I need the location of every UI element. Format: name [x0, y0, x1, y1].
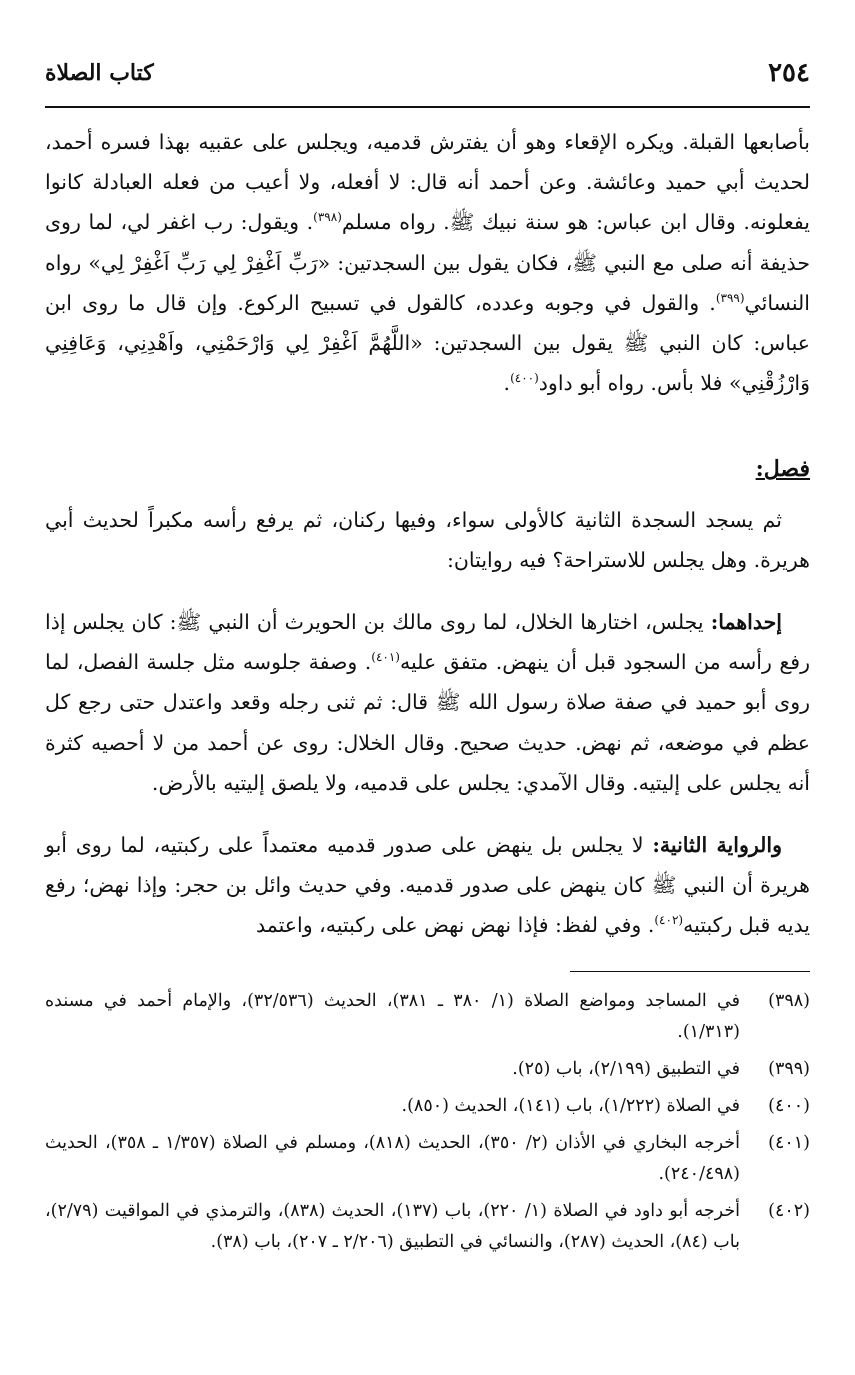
section-heading: فصل:	[755, 456, 810, 483]
footnote	[45, 1196, 810, 1258]
footnote	[45, 1091, 810, 1122]
footnote	[45, 1054, 810, 1085]
second-narration-label: والرواية الثانية:	[652, 833, 783, 858]
footnote-number: (٤٠٢)	[768, 1201, 810, 1221]
footnote-ref-401[interactable]: (٤٠١)	[371, 650, 400, 665]
footnote-ref-399[interactable]: (٣٩٩)	[715, 290, 745, 305]
footnotes	[45, 986, 810, 1264]
footnote-number: (٤٠٠)	[768, 1096, 810, 1116]
footnote-rule	[570, 971, 810, 972]
footnote-number: (٣٩٨)	[768, 991, 810, 1011]
footnote-number: (٤٠١)	[768, 1133, 810, 1153]
footnote-text: في المساجد ومواضع الصلاة (١/ ٣٨٠ ـ ٣٨١)، الحديث (٣٢/٥٣٦)، والإمام أحمد في مسنده (١/٣١٣).	[45, 991, 740, 1042]
page-header	[45, 58, 810, 102]
footnote-text: في الصلاة (١/٢٢٢)، باب (١٤١)، الحديث (٨٥٠).	[401, 1096, 740, 1116]
footnote-ref-398[interactable]: (٣٩٨)	[313, 210, 342, 225]
footnote-ref-402[interactable]: (٤٠٢)	[654, 913, 684, 928]
first-narration-label: إحداهما:	[710, 610, 782, 635]
paragraph-1: بأصابعها القبلة. ويكره الإقعاء وهو أن يفترش قدميه، ويجلس على عقبيه بهذا فسره أحمد، لحديث أبي حميد وعائشة. وعن أحمد أنه قال: لا أفعله، ولا أعيب من فعله العبادلة كانوا يفعلونه. وقال ابن عباس: هو سنة نبيك ﷺ. رواه مسلم$^{(٣٩٨)}$. ويقول: رب اغفر لي، لما روى حذيفة أنه صلى مع النبي ﷺ، فكان يقول بين السجدتين: «رَبِّ اَغْفِرْ لِي رَبِّ اَغْفِرْ لِي» رواه النسائي$^{(٣٩٩)}$. والقول في وجوبه وعدده، كالقول في تسبيح الركوع. وإن قال ما روى ابن عباس: كان النبي ﷺ يقول بين السجدتين: «اللَّهُمَّ اَغْفِرْ لِي وَارْحَمْنِي، واَهْدِنِي، وَعَافِنِي وَارْزُقْنِي» فلا بأس. رواه أبو داود$^{(٤٠٠)}$.	[45, 130, 810, 396]
body-text	[45, 122, 810, 946]
footnote-number: (٣٩٩)	[768, 1059, 810, 1079]
paragraph-4: والرواية الثانية: لا يجلس بل ينهض على صدور قدميه معتمداً على ركبتيه، لما روى أبو هريرة أن النبي ﷺ كان ينهض على صدور قدميه. وفي حديث وائل بن حجر: وإذا نهض؛ رفع يديه قبل ركبتيه$^{(٤٠٢)}$. وفي لفظ: فإذا نهض نهض على ركبتيه، واعتمد	[45, 833, 810, 938]
footnote	[45, 1128, 810, 1190]
paragraph-3: إحداهما: يجلس، اختارها الخلال، لما روى مالك بن الحويرث أن النبي ﷺ: كان يجلس إذا رفع رأسه من السجود قبل أن ينهض. متفق عليه$^{(٤٠١)}$. وصفة جلوسه مثل جلسة الفصل، لما روى أبو حميد في صفة صلاة رسول الله ﷺ قال: ثم ثنى رجله وقعد واعتدل حتى رجع كل عظم في موضعه، ثم نهض. حديث صحيح. وقال الخلال: روى عن أحمد من لا أحصيه كثرة أنه يجلس على إليتيه. وقال الآمدي: يجلس على قدميه، ولا يلصق إليتيه بالأرض.	[45, 610, 810, 795]
footnote	[45, 986, 810, 1048]
footnote-text: في التطبيق (٢/١٩٩)، باب (٢٥).	[512, 1059, 740, 1079]
footnote-ref-400[interactable]: (٤٠٠)	[510, 371, 539, 386]
running-title: كتاب الصلاة	[45, 60, 154, 86]
paragraph-2: ثم يسجد السجدة الثانية كالأولى سواء، وفيها ركنان، ثم يرفع رأسه مكبراً لحديث أبي هريرة. وهل يجلس للاستراحة؟ فيه روايتان:	[45, 507, 810, 572]
footnote-text: أخرجه أبو داود في الصلاة (١/ ٢٢٠)، باب (١٣٧)، الحديث (٨٣٨)، والترمذي في المواقيت (٢/٧٩)، باب (٨٤)، الحديث (٢٨٧)، والنسائي في التطبيق (٢/٢٠٦ ـ ٢٠٧)، باب (٣٨).	[45, 1201, 741, 1252]
page-number: ٢٥٤	[768, 58, 810, 88]
header-rule	[45, 106, 810, 108]
footnote-text: أخرجه البخاري في الأذان (٢/ ٣٥٠)، الحديث (٨١٨)، ومسلم في الصلاة (١/٣٥٧ ـ ٣٥٨)، الحديث (٢٤٠/٤٩٨).	[45, 1133, 740, 1184]
